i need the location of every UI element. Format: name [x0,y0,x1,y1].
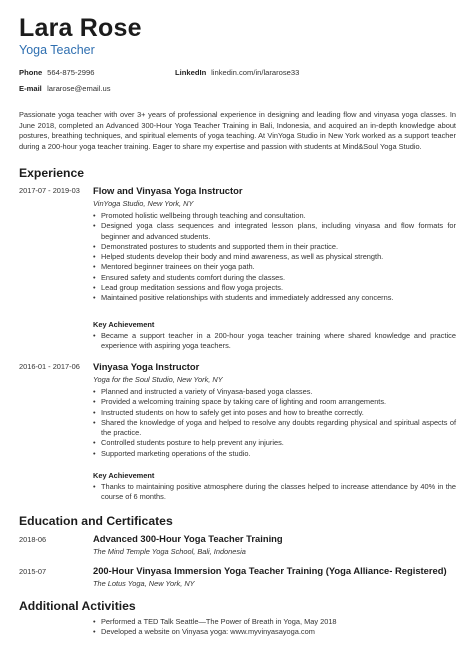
profile-summary: Passionate yoga teacher with over 3+ years of professional experience in designing and leading flow and vinyasa yoga classes. In June 2018, completed an Advanced 300-Hour Yoga Teacher Training in Bali, Indonesia, and acquired an in-depth knowledge about postures, breathing techniques, and spiritual elements of yoga teaching. At VinYoga Studio in New York worked as a support teacher during a 200-hour yoga teacher training. Eager to share my expertise and passion with students at Mind&Soul Yoga Studio. [19,110,456,151]
contact-linkedin [175,68,299,78]
job-dates: 2017-07 - 2019-03 [19,186,80,195]
list-item: • Instructed students on how to safely get into poses and how to breathe correctly. [93,408,456,418]
list-item: • Designed yoga class sequences and integrated lesson plans, including vinyasa and flow formats for beginner and advanced students. [93,221,456,242]
education-dates: 2015-07 [19,567,47,576]
email-label: E-mail [19,84,42,93]
education-heading: Education and Certificates [19,514,173,528]
list-item: • Helped students develop their body and mind awareness, as well as physical strength. [93,252,456,262]
list-item: • Lead group meditation sessions and flow yoga projects. [93,283,456,293]
linkedin-label: LinkedIn [175,68,207,77]
candidate-name: Lara Rose [19,14,142,42]
list-item: • Thanks to maintaining positive atmosphere during the classes helped to increase attendance by 40% in the course of 6 months. [93,482,456,503]
activities-list [93,617,456,638]
list-item: • Ensured safety and students comfort during the classes. [93,273,456,283]
phone-value: 564-875-2996 [47,68,95,77]
education-school: The Mind Temple Yoga School, Bali, Indonesia [93,547,246,556]
key-achievements [93,482,456,503]
experience-heading: Experience [19,166,85,180]
key-achievement-label: Key Achievement [93,471,155,480]
job-responsibilities [93,211,456,304]
list-item: • Controlled students posture to help prevent any injuries. [93,438,456,448]
list-item: • Shared the knowledge of yoga and helped to resolve any doubts regarding physical and spiritual aspects of the practice. [93,418,456,439]
job-company: VinYoga Studio, New York, NY [93,199,194,208]
phone-label: Phone [19,68,43,77]
list-item: • Performed a TED Talk Seattle—The Power of Breath in Yoga, May 2018 [93,617,456,627]
list-item: • Developed a website on Vinyasa yoga: www.myvinyasayoga.com [93,627,456,637]
education-title: Advanced 300-Hour Yoga Teacher Training [93,533,283,544]
key-achievement-label: Key Achievement [93,320,155,329]
list-item: • Became a support teacher in a 200-hour yoga teacher training where shared knowledge and practice experience with aspiring yoga teachers. [93,331,456,352]
list-item: • Mentored beginner trainees on their yoga path. [93,262,456,272]
list-item: • Planned and instructed a variety of Vinyasa-based yoga classes. [93,387,456,397]
job-responsibilities [93,387,456,459]
job-dates: 2016-01 - 2017-06 [19,362,80,371]
education-dates: 2018-06 [19,535,47,544]
email-value[interactable]: lararose@email.us [47,84,111,93]
list-item: • Supported marketing operations of the studio. [93,449,456,459]
list-item: • Provided a welcoming training space by taking care of lighting and room arrangements. [93,397,456,407]
candidate-role: Yoga Teacher [19,43,95,57]
job-title: Vinyasa Yoga Instructor [93,361,200,372]
list-item: • Maintained positive relationships with students and immediately addressed any concerns. [93,293,456,303]
key-achievements [93,331,456,352]
linkedin-value[interactable]: linkedin.com/in/lararose33 [211,68,300,77]
list-item: • Demonstrated postures to students and supported them in their practice. [93,242,456,252]
contact-email [19,84,111,94]
activities-heading: Additional Activities [19,599,136,613]
contact-phone [19,68,94,78]
job-company: Yoga for the Soul Studio, New York, NY [93,375,223,384]
education-school: The Lotus Yoga, New York, NY [93,579,195,588]
job-title: Flow and Vinyasa Yoga Instructor [93,185,243,196]
list-item: • Promoted holistic wellbeing through teaching and consultation. [93,211,456,221]
education-title: 200-Hour Vinyasa Immersion Yoga Teacher Training (Yoga Alliance- Registered) [93,565,447,576]
